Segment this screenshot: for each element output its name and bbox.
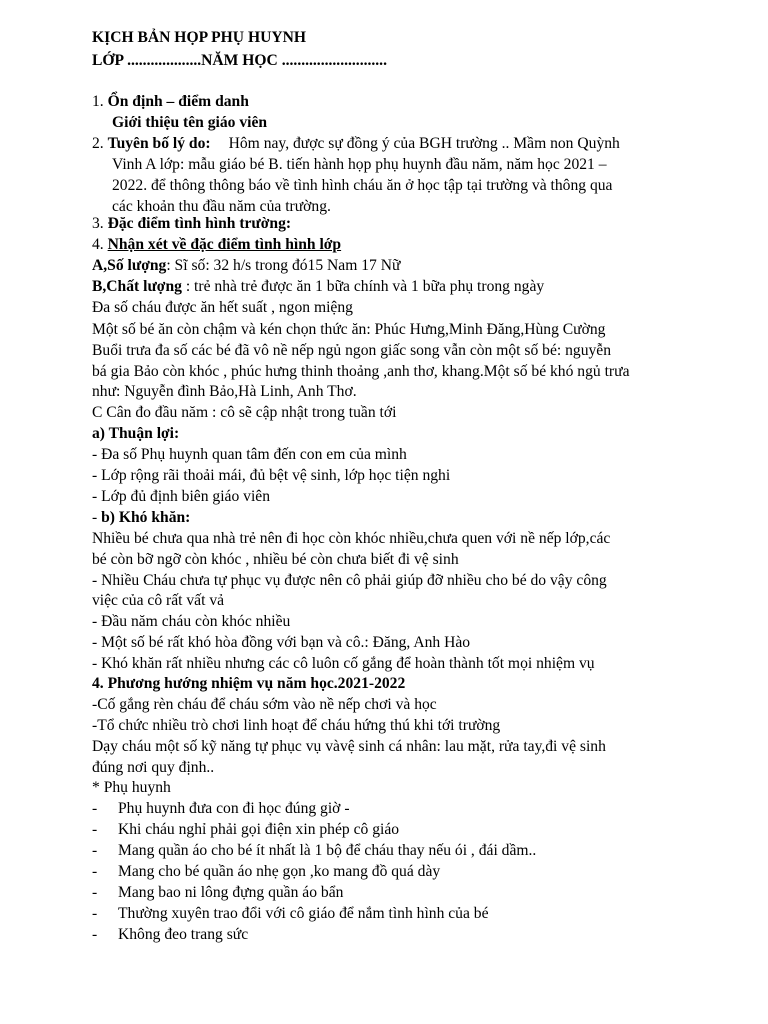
section-3-title: Đặc điểm tình hình trường: <box>107 215 292 232</box>
parent-item <box>92 882 343 903</box>
quality-detail-line: Buổi trưa đa số các bé đã vô nề nếp ngủ ngon giấc song vẫn còn một số bé: nguyễn <box>92 342 612 359</box>
direction-line: -Tổ chức nhiều trò chơi linh hoạt để cháu hứng thú khi tới trường <box>92 717 501 734</box>
bullet-dash: - <box>92 821 98 838</box>
direction-line: Dạy cháu một số kỹ năng tự phục vụ vàvệ sinh cá nhân: lau mặt, rửa tay,đi vệ sinh <box>92 738 606 755</box>
section-3-number: 3. <box>92 215 104 232</box>
section-2-heading <box>92 133 620 154</box>
bullet-dash: - <box>92 884 98 901</box>
parent-item-text: Mang bao ni lông đựng quần áo bẩn <box>118 884 344 901</box>
parents-heading: * Phụ huynh <box>92 779 171 796</box>
section-1-number: 1. <box>92 93 104 110</box>
quality-detail-line: Đa số cháu được ăn hết suất , ngon miệng <box>92 299 353 316</box>
document-title: KỊCH BẢN HỌP PHỤ HUYNH <box>92 29 306 46</box>
quantity-line <box>92 255 400 276</box>
quality-detail-line: như: Nguyễn đình Bảo,Hà Linh, Anh Thơ. <box>92 383 357 400</box>
bullet-dash: - <box>92 905 98 922</box>
section-2-text-line: 2022. để thông thông báo về tình hình cháu ăn ở học tập tại trường và thông qua <box>112 177 613 194</box>
section-2-text-line: các khoản thu đầu năm của trường. <box>112 198 331 215</box>
difficulty-item: - Khó khăn rất nhiều nhưng các cô luôn cố gắng để hoàn thành tốt mọi nhiệm vụ <box>92 655 595 672</box>
section-3-heading <box>92 213 291 234</box>
difficulties-title: b) Khó khăn: <box>101 509 191 526</box>
direction-line: -Cố gắng rèn cháu để cháu sớm vào nề nếp chơi và học <box>92 696 437 713</box>
difficulties-heading <box>92 507 190 528</box>
difficulties-dash: - <box>92 509 102 526</box>
quality-line <box>92 276 544 297</box>
section-2-number: 2. <box>92 135 104 152</box>
quality-detail-line: Một số bé ăn còn chậm và kén chọn thức ăn: Phúc Hưng,Minh Đăng,Hùng Cường <box>92 321 606 338</box>
quality-detail-line: bá gia Bảo còn khóc , phúc hưng thinh thoảng ,anh thơ, khang.Một số bé khó ngủ trưa <box>92 363 630 380</box>
parent-item <box>92 840 536 861</box>
parent-item <box>92 819 399 840</box>
section-4-number: 4. <box>92 236 104 253</box>
direction-line: đúng nơi quy định.. <box>92 759 215 776</box>
section-2-title: Tuyên bố lý do: <box>107 135 211 152</box>
difficulty-item: việc của cô rất vất vả <box>92 592 225 609</box>
section-1-heading <box>92 91 249 112</box>
parent-item-text: Mang cho bé quần áo nhẹ gọn ,ko mang đồ quá dày <box>118 863 441 880</box>
quality-detail-line: C Cân đo đầu năm : cô sẽ cập nhật trong tuần tới <box>92 404 397 421</box>
section-1-subtitle: Giới thiệu tên giáo viên <box>112 114 268 131</box>
advantages-heading: a) Thuận lợi: <box>92 425 180 442</box>
advantage-item: - Lớp rộng rãi thoải mái, đủ bệt vệ sinh, lớp học tiện nghi <box>92 467 451 484</box>
difficulty-item: - Nhiều Cháu chưa tự phục vụ được nên cô phải giúp đỡ nhiều cho bé do vậy công <box>92 572 607 589</box>
bullet-dash: - <box>92 842 98 859</box>
difficulty-item: - Đầu năm cháu còn khóc nhiều <box>92 613 291 630</box>
parent-item-text: Phụ huynh đưa con đi học đúng giờ - <box>118 800 350 817</box>
section-4-title: Nhận xét về đặc điểm tình hình lớp <box>107 236 342 253</box>
parent-item-text: Không đeo trang sức <box>118 926 249 943</box>
parent-item-text: Khi cháu nghỉ phải gọi điện xin phép cô giáo <box>118 821 400 838</box>
section-5-heading: 4. Phương hướng nhiệm vụ năm học.2021-2022 <box>92 675 406 692</box>
difficulty-item: bé còn bỡ ngỡ còn khóc , nhiều bé còn chưa biết đi vệ sinh <box>92 551 459 568</box>
section-2-text-line: Vinh A lớp: mẫu giáo bé B. tiến hành họp phụ huynh đầu năm, năm học 2021 – <box>112 156 607 173</box>
parent-item <box>92 861 440 882</box>
quality-label: B,Chất lượng <box>92 278 182 295</box>
quantity-text: : Sĩ số: 32 h/s trong đó15 Nam 17 Nữ <box>166 257 401 274</box>
parent-item <box>92 924 248 945</box>
quality-text: : trẻ nhà trẻ được ăn 1 bữa chính và 1 bữa phụ trong ngày <box>181 278 545 295</box>
section-1-title: Ổn định – điểm danh <box>107 93 249 110</box>
parent-item <box>92 903 489 924</box>
quantity-label: A,Số lượng <box>92 257 167 274</box>
parent-item-text: Mang quần áo cho bé ít nhất là 1 bộ để cháu thay nếu ói , đái dầm.. <box>118 842 537 859</box>
advantage-item: - Lớp đủ định biên giáo viên <box>92 488 271 505</box>
section-2-text-line: Hôm nay, được sự đồng ý của BGH trường .. Mầm non Quỳnh <box>228 135 620 152</box>
section-4-heading <box>92 234 341 255</box>
parent-item-text: Thường xuyên trao đổi với cô giáo để nắm tình hình của bé <box>118 905 489 922</box>
class-year-line: LỚP ...................NĂM HỌC ........................... <box>92 52 387 69</box>
difficulty-item: Nhiều bé chưa qua nhà trẻ nên đi học còn khóc nhiều,chưa quen với nề nếp lớp,các <box>92 530 611 547</box>
bullet-dash: - <box>92 863 98 880</box>
bullet-dash: - <box>92 800 98 817</box>
difficulty-item: - Một số bé rất khó hòa đồng với bạn và cô.: Đăng, Anh Hào <box>92 634 471 651</box>
parent-item <box>92 798 350 819</box>
bullet-dash: - <box>92 926 98 943</box>
advantage-item: - Đa số Phụ huynh quan tâm đến con em của mình <box>92 446 407 463</box>
